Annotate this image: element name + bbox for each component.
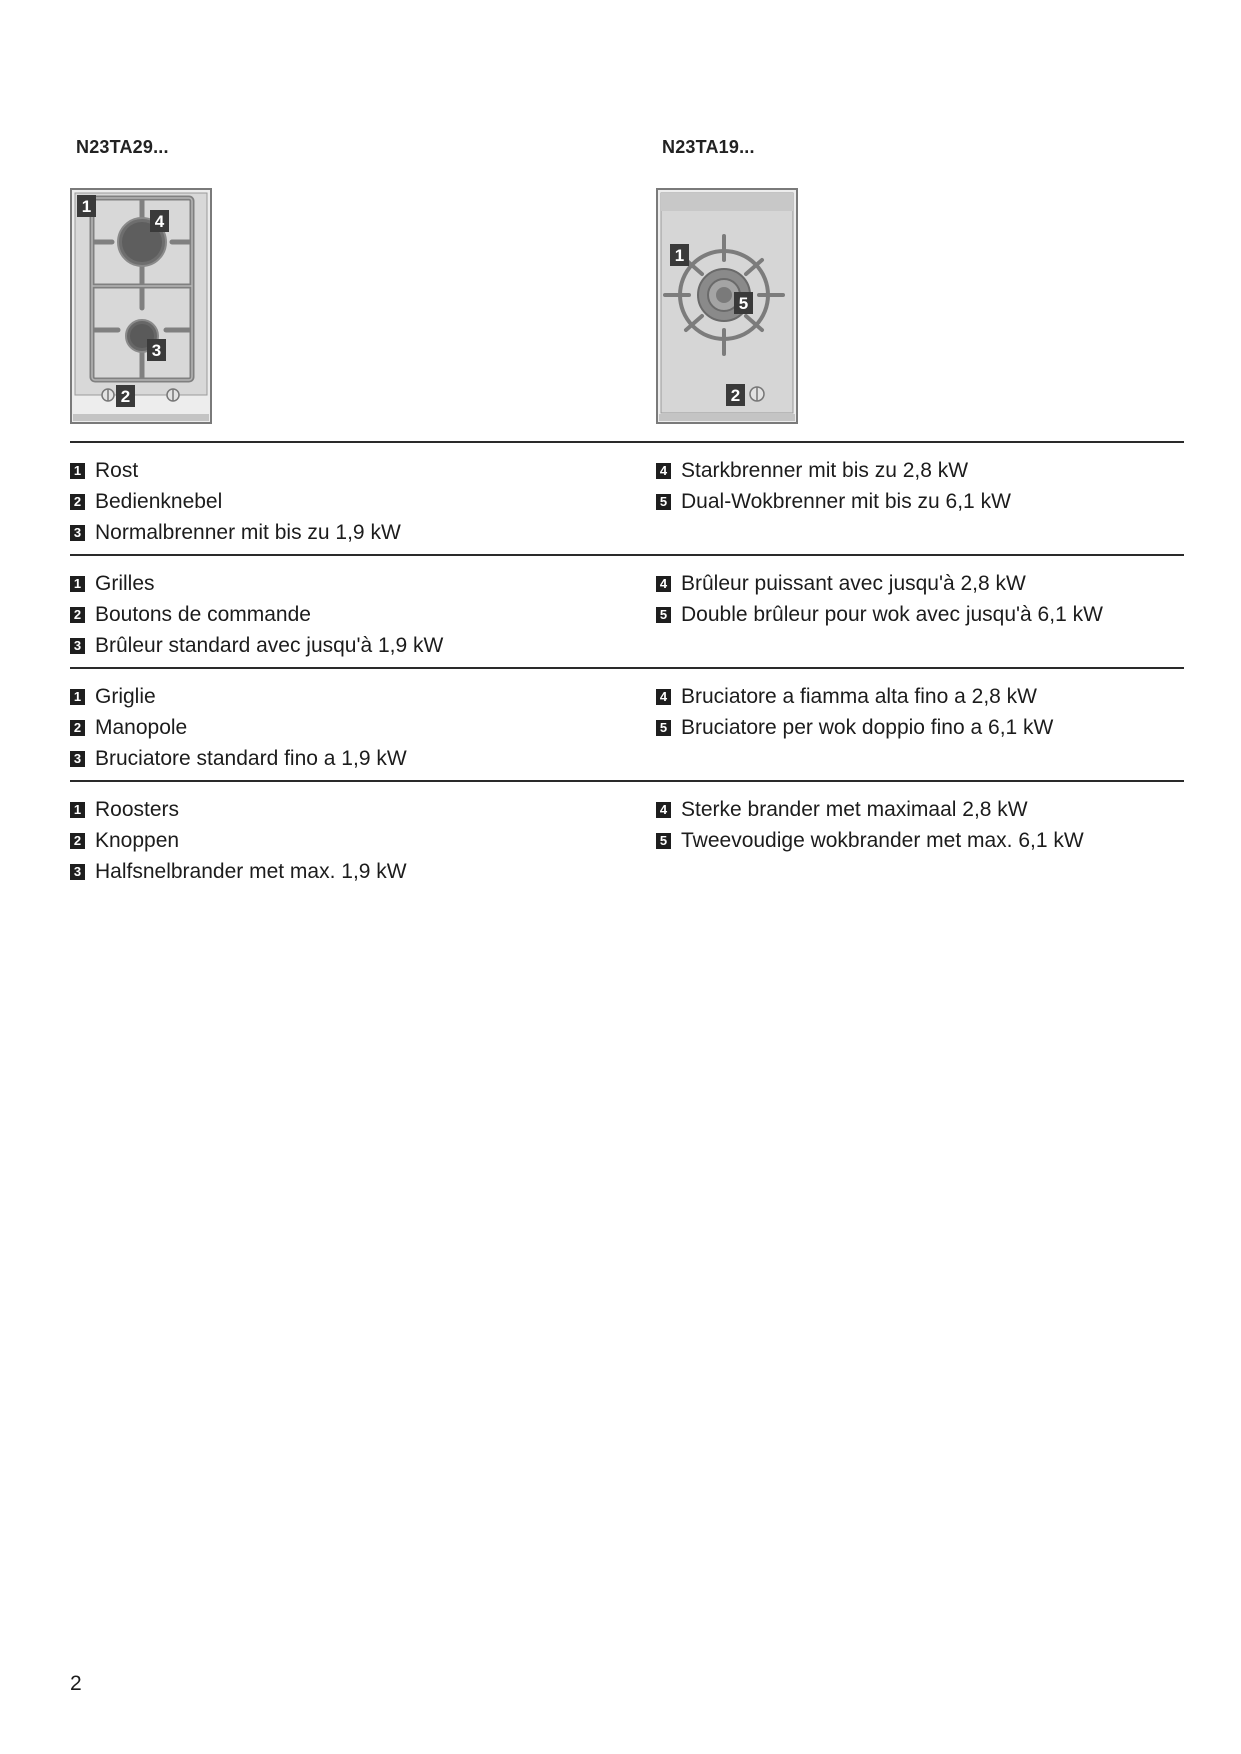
model-title-right: N23TA19... — [662, 137, 755, 157]
legend-item — [70, 599, 656, 630]
hob-diagram-two-burner — [70, 188, 212, 424]
legend-text: Grilles — [95, 571, 155, 595]
legend-item — [656, 712, 1184, 743]
legend-column-left — [70, 794, 656, 887]
svg-text:4: 4 — [154, 212, 165, 231]
legend-text: Rost — [95, 458, 139, 482]
hob-wok-illustration — [656, 188, 798, 424]
legend-item — [70, 794, 656, 825]
svg-text:1: 1 — [674, 246, 685, 265]
legend-item — [656, 599, 1184, 630]
legend-text: Tweevoudige wokbrander met max. 6,1 kW — [681, 828, 1084, 852]
legend-item — [70, 568, 656, 599]
legend-item — [656, 825, 1184, 856]
legend-text: Bedienknebel — [95, 489, 223, 513]
number-badge: 1 — [70, 576, 85, 592]
svg-text:5: 5 — [738, 294, 749, 313]
legend-item — [70, 825, 656, 856]
legend-text: Dual-Wokbrenner mit bis zu 6,1 kW — [681, 489, 1011, 513]
legend-item — [656, 486, 1184, 517]
number-badge: 4 — [656, 463, 671, 479]
number-badge: 5 — [656, 607, 671, 623]
legend-item — [70, 455, 656, 486]
legend-section-fr — [70, 554, 1184, 661]
legend-text: Sterke brander met maximaal 2,8 kW — [681, 797, 1028, 821]
legend-text: Normalbrenner mit bis zu 1,9 kW — [95, 520, 401, 544]
legend-text: Bruciatore per wok doppio fino a 6,1 kW — [681, 715, 1054, 739]
number-badge: 2 — [70, 607, 85, 623]
legend-item — [656, 681, 1184, 712]
marker-2 — [116, 385, 135, 407]
legend-item — [70, 712, 656, 743]
number-badge: 5 — [656, 494, 671, 510]
number-badge: 2 — [70, 833, 85, 849]
number-badge: 4 — [656, 689, 671, 705]
number-badge: 3 — [70, 864, 85, 880]
legend-item — [70, 743, 656, 774]
legend-item — [656, 455, 1184, 486]
number-badge: 5 — [656, 720, 671, 736]
number-badge: 2 — [70, 494, 85, 510]
marker-4 — [150, 210, 169, 232]
legend-text: Double brûleur pour wok avec jusqu'à 6,1 kW — [681, 602, 1103, 626]
legend-column-right — [656, 681, 1184, 774]
legend-text: Bruciatore a fiamma alta fino a 2,8 kW — [681, 684, 1037, 708]
legend-item — [70, 517, 656, 548]
marker-3 — [147, 339, 166, 361]
page-number: 2 — [70, 1672, 82, 1695]
number-badge: 1 — [70, 463, 85, 479]
marker-1 — [77, 195, 96, 217]
number-badge: 1 — [70, 689, 85, 705]
legend-text: Halfsnelbrander met max. 1,9 kW — [95, 859, 407, 883]
legend-text: Manopole — [95, 715, 188, 739]
number-badge: 1 — [70, 802, 85, 818]
legend-text: Brûleur standard avec jusqu'à 1,9 kW — [95, 633, 444, 657]
legend-item — [70, 630, 656, 661]
legend-text: Roosters — [95, 797, 180, 821]
legend-section-it — [70, 667, 1184, 774]
legend-text: Starkbrenner mit bis zu 2,8 kW — [681, 458, 969, 482]
legend-column-left — [70, 568, 656, 661]
legend-column-right — [656, 794, 1184, 887]
legend-text: Griglie — [95, 684, 156, 708]
number-badge: 5 — [656, 833, 671, 849]
legend-text: Brûleur puissant avec jusqu'à 2,8 kW — [681, 571, 1026, 595]
svg-text:2: 2 — [120, 387, 131, 406]
marker-2 — [726, 384, 745, 406]
legend-item — [656, 568, 1184, 599]
marker-1 — [670, 244, 689, 266]
marker-5 — [734, 292, 753, 314]
legend-column-left — [70, 455, 656, 548]
number-badge: 2 — [70, 720, 85, 736]
legend-item — [70, 856, 656, 887]
hob-two-burner-illustration — [70, 188, 212, 424]
legend-text: Knoppen — [95, 828, 180, 852]
svg-text:2: 2 — [730, 386, 741, 405]
legend-item — [656, 794, 1184, 825]
legend-item — [70, 486, 656, 517]
model-title-left: N23TA29... — [76, 137, 169, 157]
number-badge: 4 — [656, 576, 671, 592]
legend-item — [70, 681, 656, 712]
number-badge: 3 — [70, 751, 85, 767]
number-badge: 4 — [656, 802, 671, 818]
legend-section-nl — [70, 780, 1184, 887]
legend-column-left — [70, 681, 656, 774]
legend-text: Bruciatore standard fino a 1,9 kW — [95, 746, 407, 770]
legend-column-right — [656, 455, 1184, 548]
legend-column-right — [656, 568, 1184, 661]
legend-section-de — [70, 441, 1184, 548]
hob-diagram-wok-burner — [656, 188, 798, 424]
legend-text: Boutons de commande — [95, 602, 311, 626]
number-badge: 3 — [70, 525, 85, 541]
svg-text:3: 3 — [151, 341, 162, 360]
svg-text:1: 1 — [81, 197, 92, 216]
number-badge: 3 — [70, 638, 85, 654]
